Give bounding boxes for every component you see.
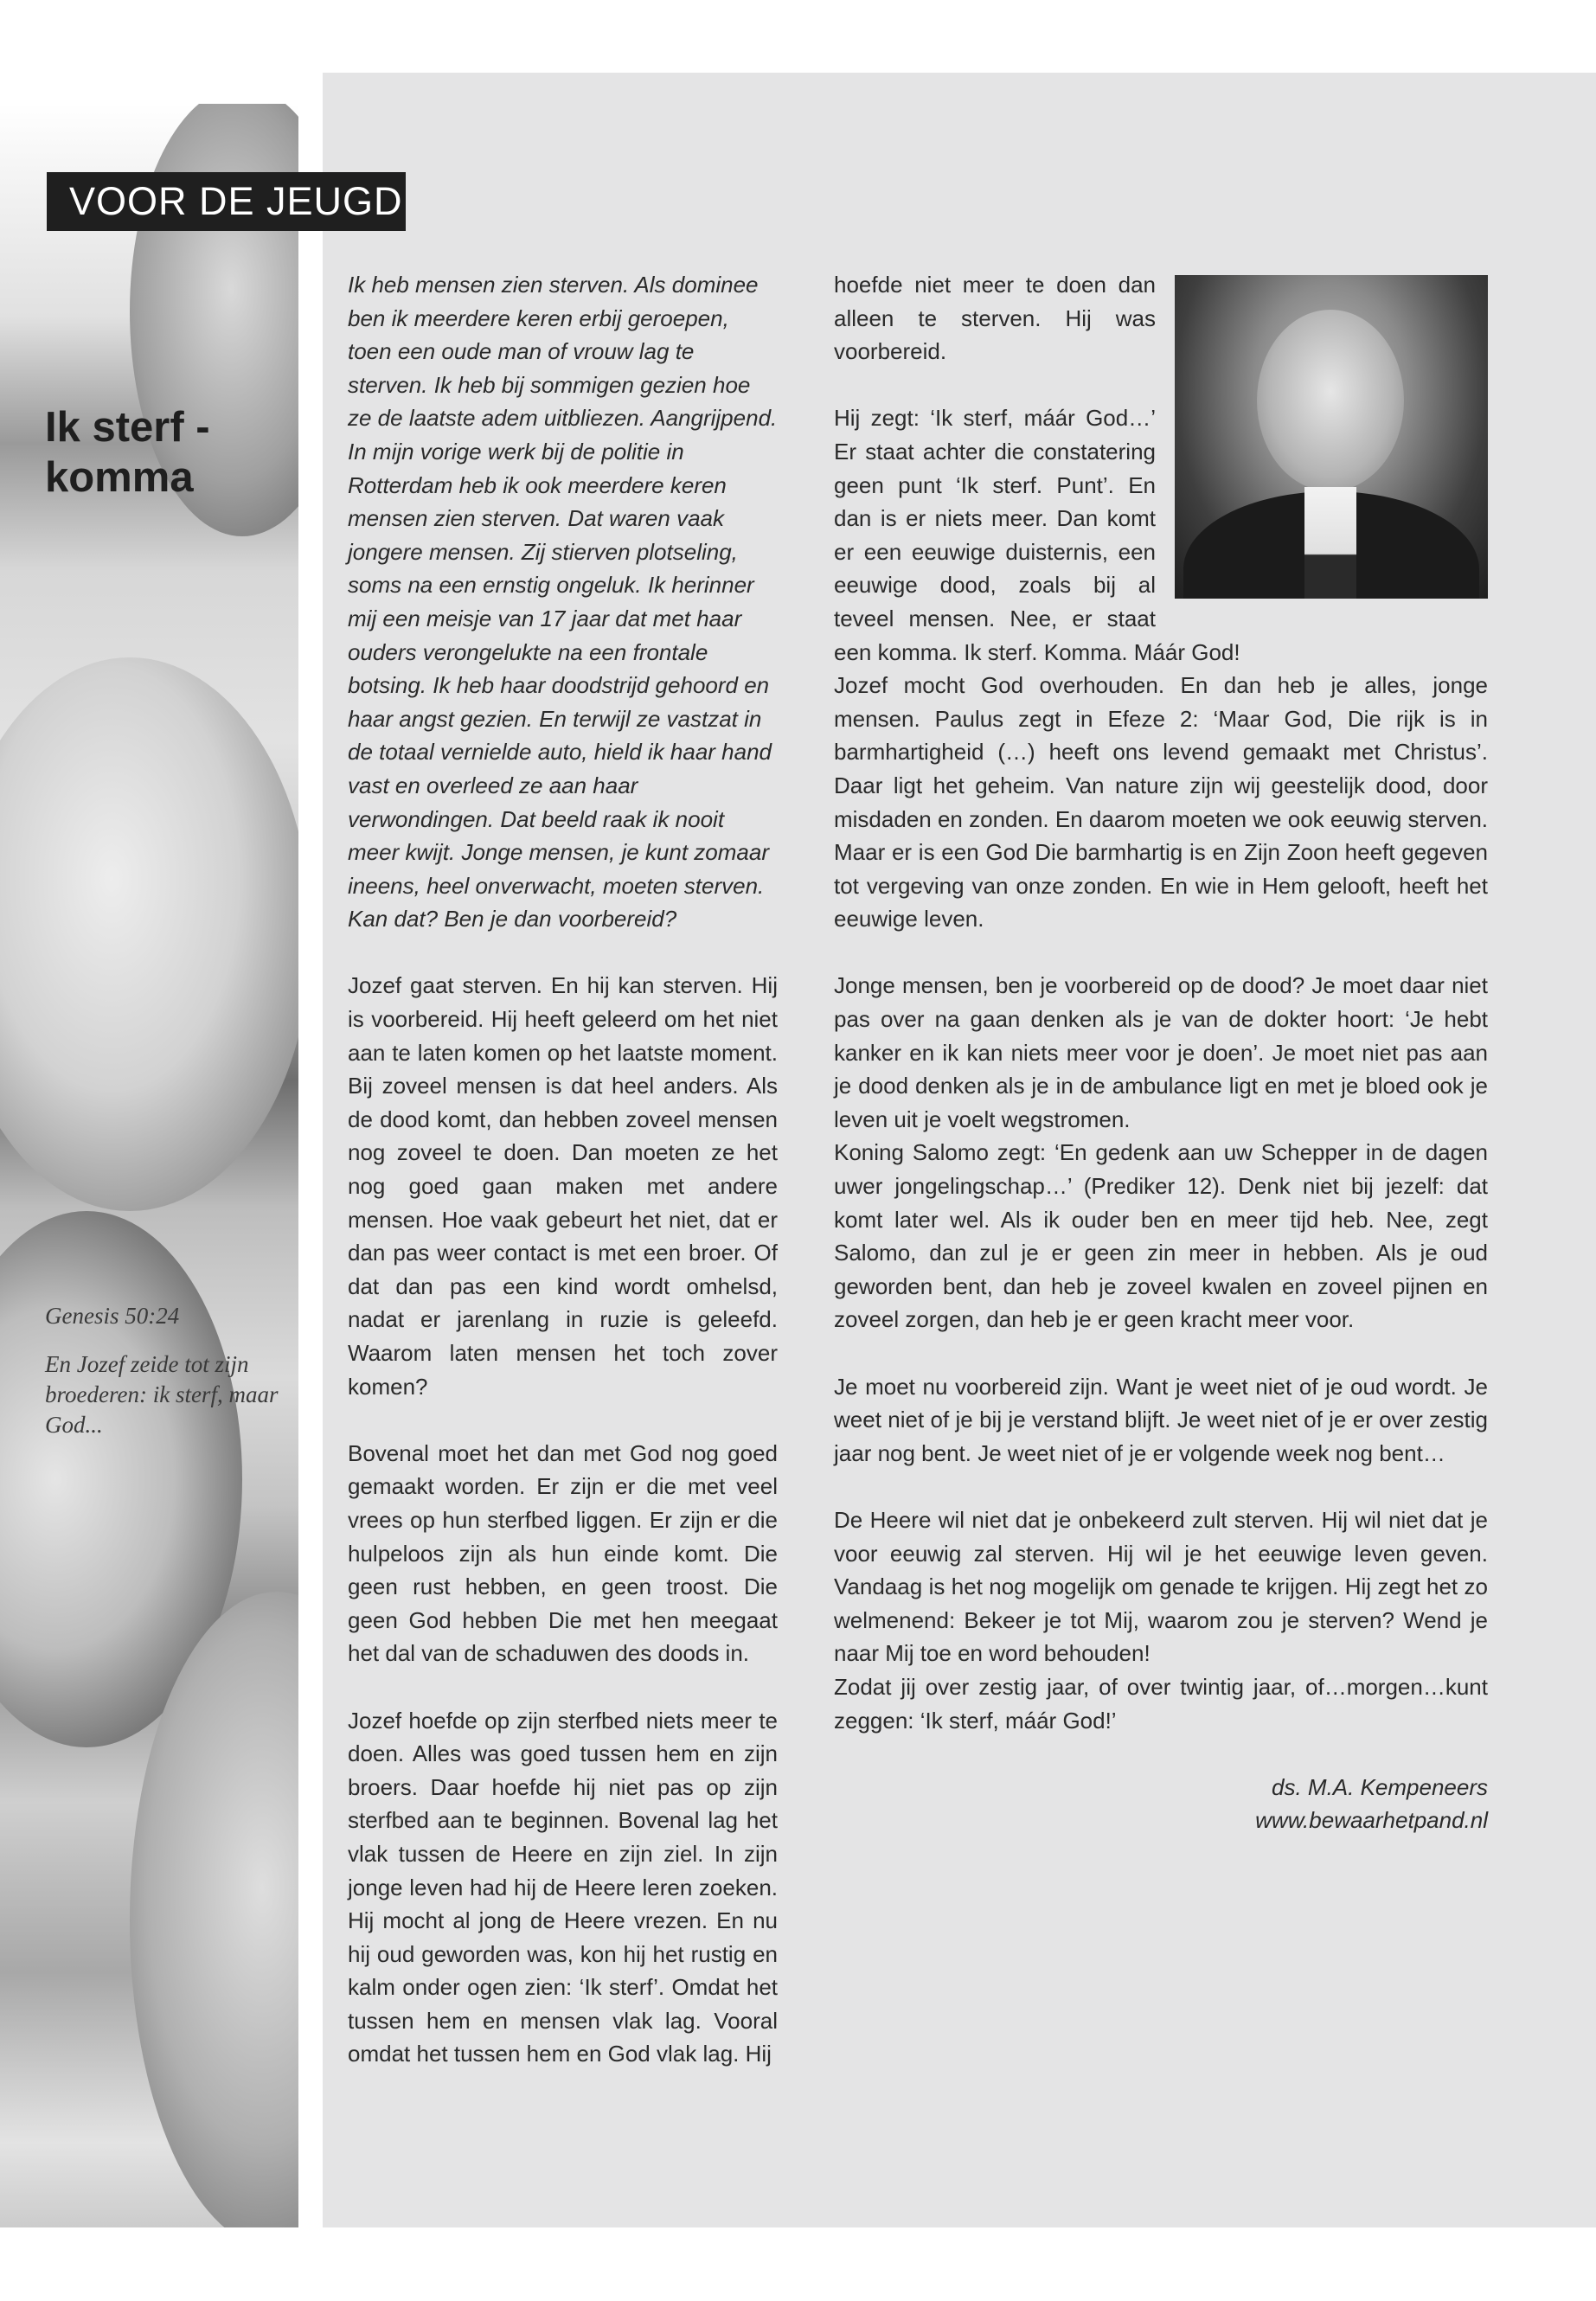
author-photo <box>1175 275 1488 599</box>
author-name: ds. M.A. Kempeneers <box>1272 1773 1488 1800</box>
article-column-left <box>348 268 778 2071</box>
signature <box>834 1771 1488 1837</box>
author-collar-shape <box>1304 487 1356 599</box>
website-link[interactable]: www.bewaarhetpand.nl <box>1255 1807 1488 1834</box>
verse-text: En Jozef zeide tot zijn broederen: ik sterf, maar God... <box>45 1351 279 1438</box>
article-intro: Ik heb mensen zien sterven. Als dominee ben ik meerdere keren erbij geroepen, toen een oude man of vrouw lag te sterven. Ik heb bij sommigen gezien hoe ze de laatste adem uitbliezen. Aangrijpend. In mijn vorige werk bij de politie in Rotterdam heb ik ook meerdere keren mensen zien sterven. Dat waren vaak jongere mensen. Zij stierven plotseling, soms na een ernstig ongeluk. Ik herinner mij een meisje van 17 jaar dat met haar ouders verongelukte na een frontale botsing. Ik heb haar doodstrijd gehoord en haar angst gezien. En terwijl ze vastzat in de totaal vernielde auto, hield ik haar hand vast en overleed ze aan haar verwondingen. Dat beeld raak ik nooit meer kwijt. Jonge mensen, je kunt zomaar ineens, heel onverwacht, moeten sterven. Kan dat? Ben je dan voorbereid? <box>348 272 778 933</box>
article-paragraph: Bovenal moet het dan met God nog goed gemaakt worden. Er zijn er die met veel vrees op hun sterfbed liggen. Er zijn er die hulpeloos zijn als hun einde komt. Die geen rust hebben, en geen troost. Die geen God hebben Die met hen meegaat het dal van de schaduwen des doods in. <box>348 1439 778 1667</box>
article-paragraph: Jozef mocht God overhouden. En dan heb je alles, jonge mensen. Paulus zegt in Efeze 2: ‘Maar God, Die rijk is in barmhartigheid (…) heeft ons levend gemaakt met Christus’. Daar ligt het geheim. Van nature zijn wij geestelijk dood, door misdaden en zonden. En daarom moeten we ook eeuwig sterven. Maar er is een God Die barmhartig is en Zijn Zoon heeft gegeven tot vergeving van onze zonden. En wie in Hem gelooft, heeft het eeuwige leven. <box>834 672 1488 933</box>
article-paragraph: De Heere wil niet dat je onbekeerd zult sterven. Hij wil niet dat je voor eeuwig zal sterven. Hij wil je het eeuwige leven geven. Vandaag is het nog mogelijk om genade te krijgen. Hij zegt het zo welmenend: Bekeer je tot Mij, waarom zou je sterven? Wend je naar Mij toe en word behouden! <box>834 1506 1488 1667</box>
article-paragraph: hoefde niet meer te doen dan alleen te sterven. Hij was voorbereid. <box>834 272 1156 365</box>
article-column-right <box>834 268 1488 1837</box>
article-paragraph: Hij zegt: ‘Ik sterf, máár God…’ Er staat achter die constatering geen punt ‘Ik sterf. Punt’. En dan is er niets meer. Dan komt er een eeuwige duisternis, een eeuwige dood, zoals bij al teveel mensen. Nee, er staat een komma. Ik sterf. Komma. Máár God! <box>834 405 1240 665</box>
article-paragraph: Zodat jij over zestig jaar, of over twintig jaar, of…morgen…kunt zeggen: ‘Ik sterf, máár God!’ <box>834 1673 1488 1734</box>
article-paragraph: Koning Salomo zegt: ‘En gedenk aan uw Schepper in de dagen uwer jongelingschap…’ (Prediker 12). Denk niet bij jezelf: dat komt later wel. Als ik ouder ben en meer tijd heb. Nee, zegt Salomo, dan zul je er geen zin meer in hebben. Als je oud geworden bent, dan heb je zoveel kwalen en zoveel pijnen en zoveel zorgen, dan heb je er geen kracht meer voor. <box>834 1139 1488 1333</box>
article-paragraph: Jozef gaat sterven. En hij kan sterven. Hij is voorbereid. Hij heeft geleerd om het niet aan te laten komen op het laatste moment. Bij zoveel mensen is dat heel anders. Als de dood komt, dan hebben zoveel mensen nog zoveel te doen. Dan moeten ze het nog goed gaan maken met andere mensen. Hoe vaak gebeurt het niet, dat er dan pas weer contact is met een broer. Of dat dan pas een kind wordt omhelsd, nadat er jarenlang in ruzie is geleefd. Waarom laten mensen het toch zover komen? <box>348 972 778 1400</box>
page-title: Ik sterf - komma <box>45 404 210 501</box>
article-paragraph: Jonge mensen, ben je voorbereid op de dood? Je moet daar niet pas over na gaan denken als je van de dokter hoort: ‘Je hebt kanker en ik kan niets meer voor je doen’. Je moet niet pas aan je dood denken als je in de ambulance ligt en met je bloed ook je leven uit je voelt wegstromen. <box>834 972 1488 1132</box>
verse-reference: Genesis 50:24 <box>45 1303 180 1329</box>
article-paragraph: Jozef hoefde op zijn sterfbed niets meer te doen. Alles was goed tussen hem en zijn broers. Daar hoefde hij niet pas op zijn sterfbed aan te beginnen. Bovenal lag het vlak tussen de Heere en zijn ziel. In zijn jonge leven had hij de Heere leren zoeken. Hij mocht al jong de Heere vrezen. En nu hij oud geworden was, kon hij het rustig en kalm onder ogen zien: ‘Ik sterf’. Omdat het tussen hem en mensen vlak lag. Vooral omdat het tussen hem en God vlak lag. Hij <box>348 1707 778 2067</box>
author-head-shape <box>1257 310 1404 491</box>
section-label: VOOR DE JEUGD <box>47 172 406 231</box>
face-shape <box>0 657 298 1211</box>
article-paragraph: Je moet nu voorbereid zijn. Want je weet niet of je oud wordt. Je weet niet of je bij je verstand blijft. Je weet niet of je er over zestig jaar nog bent. Je weet niet of je er volgende week nog bent… <box>834 1373 1488 1466</box>
